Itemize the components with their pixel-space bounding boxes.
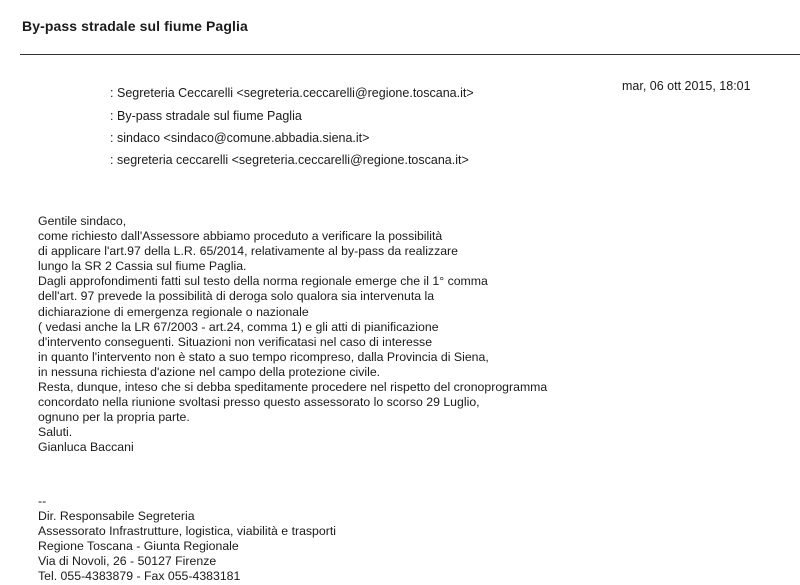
body-line: dichiarazione di emergenza regionale o nazionale <box>38 304 309 319</box>
signature-block <box>38 494 336 585</box>
body-line: d'intervento conseguenti. Situazioni non verificatasi nel caso di interesse <box>38 334 433 349</box>
body-line: di applicare l'art.97 della L.R. 65/2014, relativamente al by-pass da realizzare <box>38 244 458 259</box>
body-line: lungo la SR 2 Cassia sul fiume Paglia. <box>38 259 247 274</box>
subject-value: By-pass stradale sul fiume Paglia <box>117 109 302 123</box>
to-separator: : <box>110 131 114 145</box>
from-separator: : <box>110 86 114 100</box>
body-line: Resta, dunque, inteso che si debba speditamente procedere nel rispetto del cronoprogramma <box>38 380 548 395</box>
signature-line: Dir. Responsabile Segreteria <box>38 509 195 524</box>
body-line: Gentile sindaco, <box>38 214 127 228</box>
body-line: come richiesto dall'Assessore abbiamo proceduto a verificare la possibilità <box>38 229 443 244</box>
signature-line: Regione Toscana - Giunta Regionale <box>38 539 239 554</box>
header-divider <box>20 54 800 55</box>
body-line: Gianluca Baccani <box>38 440 134 455</box>
reply-to-value: segreteria ceccarelli <segreteria.ceccarelli@regione.toscana.it> <box>117 153 469 167</box>
to-value: sindaco <sindaco@comune.abbadia.siena.it> <box>117 131 370 145</box>
signature-line: Assessorato Infrastrutture, logistica, viabilità e trasporti <box>38 524 336 539</box>
signature-line: -- <box>38 494 47 508</box>
body-line: Saluti. <box>38 425 73 440</box>
body-line: ognuno per la propria parte. <box>38 410 190 425</box>
body-line: concordato nella riunione svoltasi presso questo assessorato lo scorso 29 Luglio, <box>38 395 480 410</box>
body-line: in nessuna richiesta d'azione nel campo della protezione civile. <box>38 364 381 379</box>
body-line: in quanto l'intervento non è stato a suo tempo ricompreso, dalla Provincia di Siena, <box>38 349 489 364</box>
message-body <box>38 214 547 456</box>
body-line: dell'art. 97 prevede la possibilità di deroga solo qualora sia intervenuta la <box>38 289 435 304</box>
signature-line: Tel. 055-4383879 - Fax 055-4383181 <box>38 569 241 584</box>
signature-line: Via di Novoli, 26 - 50127 Firenze <box>38 554 217 569</box>
body-line: Dagli approfondimenti fatti sul testo della norma regionale emerge che il 1° comma <box>38 274 488 289</box>
sent-date: mar, 06 ott 2015, 18:01 <box>622 79 751 93</box>
reply-to-separator: : <box>110 153 114 167</box>
subject-separator: : <box>110 109 114 123</box>
document-title: By-pass stradale sul fiume Paglia <box>22 18 248 34</box>
body-line: ( vedasi anche la LR 67/2003 - art.24, comma 1) e gli atti di pianificazione <box>38 319 439 334</box>
from-value: Segreteria Ceccarelli <segreteria.ceccarelli@regione.toscana.it> <box>117 86 474 100</box>
